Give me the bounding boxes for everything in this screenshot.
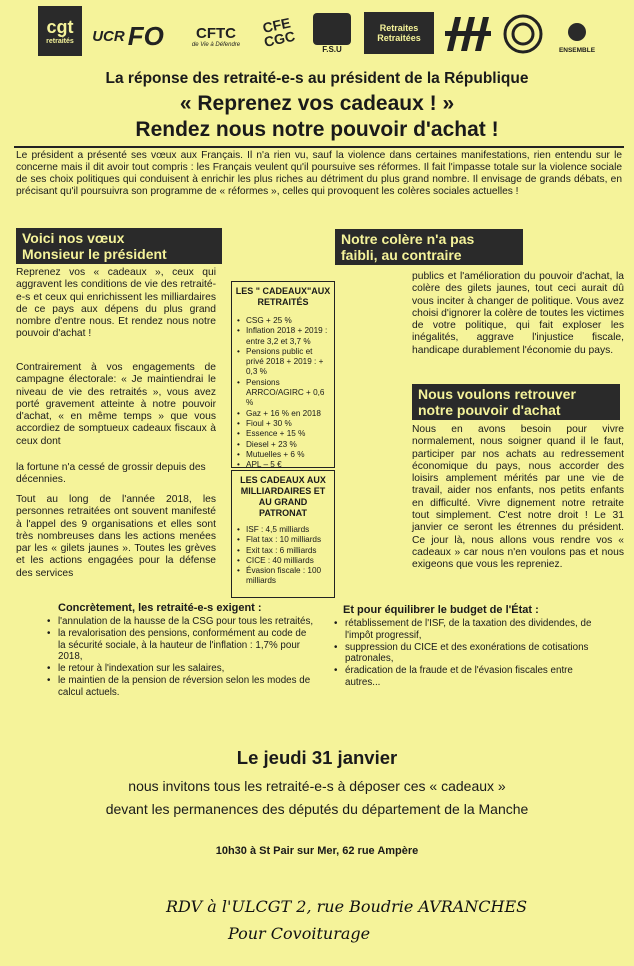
cftc-logo: [186, 16, 246, 56]
cgt-logo-sub: retraités: [46, 38, 74, 45]
page-title-line3: Rendez nous notre pouvoir d'achat !: [135, 118, 499, 141]
ucr-fo-logo: [88, 18, 168, 54]
retirees-gift-item: • Mutuelles + 6 %: [234, 450, 332, 460]
event-date: Le jeudi 31 janvier: [236, 747, 398, 768]
ensemble-logo: [552, 10, 602, 60]
retirees-gift-item: • Fioul + 30 %: [234, 419, 332, 429]
billionaires-gift-item: • Exit tax : 6 milliards: [234, 546, 332, 556]
billionaires-gifts-title: LES CADEAUX AUX MILLIARDAIRES ET AU GRAND PATRONAT: [240, 475, 326, 518]
event-line-1: nous invitons tous les retraité-e-s à déposer ces « cadeaux »: [128, 778, 506, 794]
billionaires-gift-item: • Évasion fiscale : 100 milliards: [234, 566, 332, 587]
demands-section: [46, 602, 314, 699]
fsu-logo: [310, 8, 354, 58]
cftc-logo-text: CFTC: [196, 24, 236, 42]
left-paragraph-1: Reprenez vos « cadeaux », ceux qui aggravent les conditions de vie des retraité-e-s et ceux qui enrichissent les milliardaires de ce pays aux dépens du plus grand nombre d'entre nous. Et rendez nous notre pouvoir d'achat !: [16, 267, 216, 340]
billionaires-gift-item: • Flat tax : 10 milliards: [234, 535, 332, 545]
fgr-logo: [500, 12, 546, 56]
billionaires-gift-item: • CICE : 40 milliards: [234, 556, 332, 566]
demand-item: • le maintien de la pension de réversion selon les modes de calcul actuels.: [46, 675, 314, 699]
intro-paragraph: Le président a présenté ses vœux aux Français. Il n'a rien vu, sauf la violence dans certaines manifestations, rien entendu sur le concerne mais il dit avoir tout compris : les Français veulent qu'il poursuive ses réformes. Il fait l'impasse totale sur la violence sociale de ses choix politiques qui conduisent à enrichir les plus riches au détriment du plus grand nombre. Il envisage de grands débats, en précisant qu'il poursuivra son programme de « réformes », celles qui provoquent les colères sociales actuelles !: [16, 150, 622, 198]
retirees-gift-item: • Pensions ARRCO/AGIRC + 0,6 %: [234, 378, 332, 409]
retirees-gift-item: • CSG + 25 %: [234, 316, 332, 326]
event-line-2: devant les permanences des députés du département de la Manche: [105, 801, 529, 817]
left-paragraph-2b: la fortune n'a cessé de grossir depuis des décennies.: [16, 462, 206, 486]
fgr-logo-mark: [501, 12, 545, 56]
retirees-gift-item: • Gaz + 16 % en 2018: [234, 409, 332, 419]
right-banner-purchasing-power: [412, 384, 620, 420]
demand-item: • la revalorisation des pensions, conformément au code de la sécurité sociale, à la hauteur de l'inflation : 1,7% pour 2018,: [46, 628, 314, 663]
right-paragraph-1: publics et l'amélioration du pouvoir d'achat, la colère des gilets jaunes, tout ceci aurait dû vous inciter à changer de politique. Vous avez choisi d'ignorer la colère de toutes les victimes de votre politique, qui fait exploser les inégalités, aggrave l'injustice fiscale, handicape durablement l'économie du pays.: [412, 271, 625, 356]
ensemble-logo-mark: [562, 17, 592, 47]
retirees-gift-item: • Pensions public et privé 2018 + 2019 : + 0,3 %: [234, 347, 332, 378]
retirees-gift-item: • Essence + 15 %: [234, 429, 332, 439]
left-banner-line2: Monsieur le président: [22, 246, 167, 262]
budget-item: • rétablissement de l'ISF, de la taxation des dividendes, de l'impôt progressif,: [333, 618, 593, 642]
event-address: 10h30 à St Pair sur Mer, 62 rue Ampère: [215, 845, 419, 857]
left-banner-line1: Voici nos vœux: [22, 230, 125, 246]
retirees-gifts-box: [231, 281, 335, 468]
right-banner-pp-line2: notre pouvoir d'achat: [418, 402, 561, 418]
cgt-logo: [38, 6, 82, 56]
retirees-gift-item: • Inflation 2018 + 2019 : entre 3,2 et 3,7 %: [234, 326, 332, 347]
budget-section: [333, 604, 593, 689]
cftc-logo-sub: de Vie à Défendre: [191, 41, 241, 48]
budget-item: • éradication de la fraude et de l'évasion fiscales entre autres...: [333, 665, 593, 689]
billionaires-gifts-box: [231, 470, 335, 598]
budget-heading: Et pour équilibrer le budget de l'État :: [343, 604, 539, 616]
fsu-logo-mark: [313, 13, 351, 45]
cfe-cgc-logo: [252, 10, 304, 54]
retirees-gift-item: • APL – 5 €: [234, 460, 332, 470]
budget-item: • suppression du CICE et des exonérations de cotisations patronales,: [333, 642, 593, 666]
stripes-logo: [440, 12, 496, 56]
demand-item: • le retour à l'indexation sur les salaires,: [46, 663, 314, 675]
right-banner-anger-line2: faibli, au contraire: [341, 247, 462, 263]
fo-logo-text: FO: [127, 20, 164, 51]
right-banner-pp-line1: Nous voulons retrouver: [418, 386, 576, 402]
retirees-gift-item: • Diesel + 23 %: [234, 440, 332, 450]
demands-heading: Concrètement, les retraité-e-s exigent :: [58, 602, 262, 614]
right-banner-anger-line1: Notre colère n'a pas: [341, 231, 475, 247]
ensemble-logo-text: ENSEMBLE: [558, 46, 596, 54]
demand-item: • l'annulation de la hausse de la CSG pour tous les retraités,: [46, 616, 314, 628]
page-title-line2: « Reprenez vos cadeaux ! »: [179, 92, 455, 115]
stripes-logo-mark: [441, 13, 495, 55]
left-banner: [16, 228, 222, 264]
cgt-logo-text: cgt: [46, 17, 74, 37]
billionaires-gift-item: • ISF : 4,5 milliards: [234, 525, 332, 535]
handwritten-note-line2: Pour Covoiturage: [228, 924, 371, 943]
fsu-logo-text: F.S.U: [322, 44, 342, 54]
ucr-logo-text: UCR: [92, 27, 125, 45]
left-paragraph-2: Contrairement à vos engagements de campagne électorale: « Je maintiendrai le niveau de vie des retraités », vous avez porté gravement atteinte à notre pouvoir d'achat, « en même temps » que vous accordiez de somptueux cadeaux fiscaux à ceux dont: [16, 362, 216, 447]
retraites-logo: [364, 12, 434, 54]
handwritten-note-line1: RDV à l'ULCGT 2, rue Boudrie AVRANCHES: [166, 897, 528, 916]
retraites-logo-text: Retraites Retraitées: [377, 23, 421, 43]
cfe-cgc-logo-text: CFE CGC: [261, 14, 297, 50]
right-paragraph-2: Nous en avons besoin pour vivre normalement, nous soigner quand il le faut, participer par nos achats au redressement économique du pays, nous accorder des loisirs amplement mérités par une vie de travail, aider nos enfants, nos petits enfants en difficulté. Vivre dignement notre retraite tout simplement. C'est notre droit ! Le 31 janvier ce seront les étrennes du président. Ce jour là, nous allons vous rendre vos « cadeaux » car nous n'en voulons pas et nous exigeons que vous les repreniez.: [412, 424, 624, 571]
retirees-gifts-title: LES " CADEAUX"AUX RETRAITÉS: [235, 286, 331, 307]
page-title-line1: La réponse des retraité-e-s au président de la République: [105, 70, 529, 87]
title-divider: [14, 146, 624, 148]
right-banner-anger: [335, 229, 523, 265]
left-paragraph-3: Tout au long de l'année 2018, les personnes retraitées ont souvent manifesté à l'appel des 9 organisations et elles sont très nombreuses dans les actions menées par les « gilets jaunes ». Toutes les grèves et les actions engagées pour la défense des services: [16, 494, 216, 579]
